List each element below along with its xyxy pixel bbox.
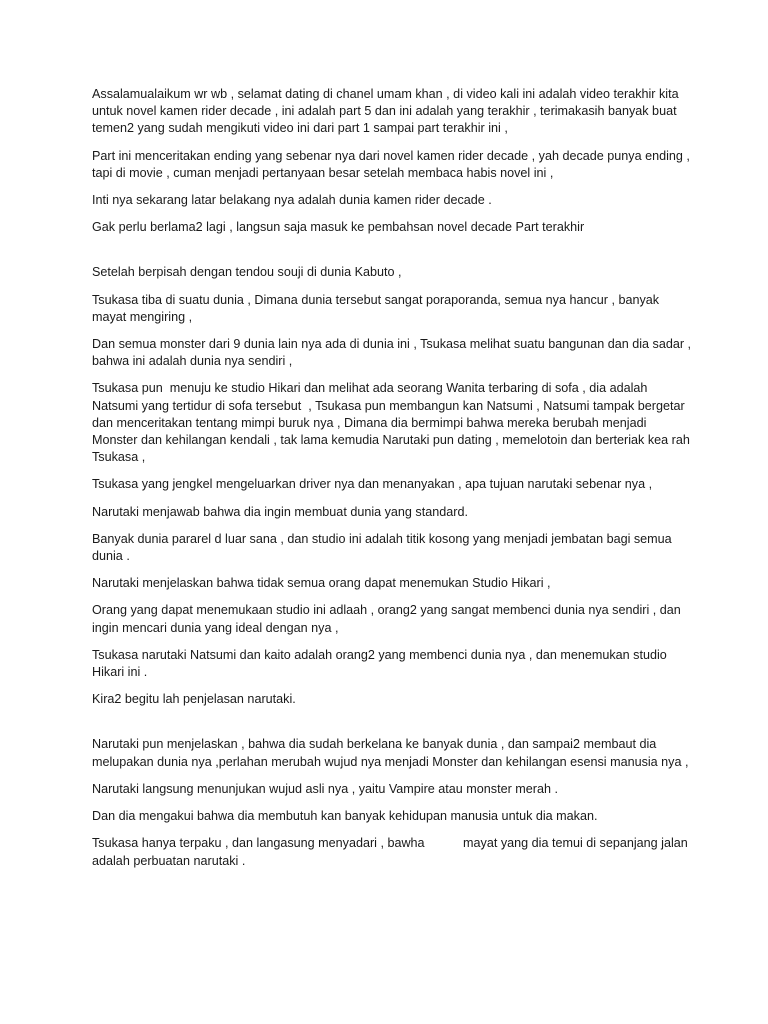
paragraph-11: Banyak dunia pararel d luar sana , dan studio ini adalah titik kosong yang menjadi jembatan bagi semua dunia . <box>92 531 676 564</box>
paragraph-6: Tsukasa tiba di suatu dunia , Dimana dunia tersebut sangat poraporanda, semua nya hancur , banyak mayat mengiring , <box>92 292 663 324</box>
paragraph-3: Inti nya sekarang latar belakang nya adalah dunia kamen rider decade . <box>92 193 492 208</box>
paragraph-18: Dan dia mengakui bahwa dia membutuh kan banyak kehidupan manusia untuk dia makan. <box>92 809 598 824</box>
section-spacer <box>92 718 692 736</box>
paragraph-5: Setelah berpisah dengan tendou souji di dunia Kabuto , <box>92 265 402 280</box>
section-spacer <box>92 246 692 264</box>
paragraph-14: Tsukasa narutaki Natsumi dan kaito adalah orang2 yang membenci dunia nya , dan menemukan studio Hikari ini . <box>92 647 671 680</box>
paragraph-2: Part ini menceritakan ending yang sebenar nya dari novel kamen rider decade , yah decade punya ending , tapi di movie , cuman menjadi pertanyaan besar setelah membaca habis novel ini , <box>92 148 694 180</box>
paragraph-8: Tsukasa pun menuju ke studio Hikari dan melihat ada seorang Wanita terbaring di sofa , dia adalah Natsumi yang tertidur di sofa tersebut , Tsukasa pun membangun kan Natsumi , Natsumi tampak bergetar dan menceritakan tentang mimpi buruk nya , Dimana dia bermimpi bahwa mereka berubah menjadi Monster dan kehilangan kendali , tak lama kemudia Narutaki pun dating , memelotoin dan berteriak kea rah Tsukasa , <box>92 381 694 465</box>
paragraph-16: Narutaki pun menjelaskan , bahwa dia sudah berkelana ke banyak dunia , dan sampai2 membaut dia melupakan dunia nya ,perlahan merubah wujud nya menjadi Monster dan kehilangan esensi manusia nya , <box>92 737 689 769</box>
paragraph-17: Narutaki langsung menunjukan wujud asli nya , yaitu Vampire atau monster merah . <box>92 781 558 796</box>
paragraph-15: Kira2 begitu lah penjelasan narutaki. <box>92 692 296 707</box>
paragraph-9: Tsukasa yang jengkel mengeluarkan driver nya dan menanyakan , apa tujuan narutaki sebenar nya , <box>92 477 653 492</box>
paragraph-19: Tsukasa hanya terpaku , dan langasung menyadari , bawha mayat yang dia temui di sepanjang jalan adalah perbuatan narutaki . <box>92 836 692 868</box>
paragraph-13: Orang yang dapat menemukaan studio ini adlaah , orang2 yang sangat membenci dunia nya sendiri , dan ingin mencari dunia yang ideal dengan nya , <box>92 603 685 635</box>
paragraph-1: Assalamualaikum wr wb , selamat dating di chanel umam khan , di video kali ini adalah video terakhir kita untuk novel kamen rider decade , ini adalah part 5 dan ini adalah yang terakhir , terimakasih banyak buat temen2 yang sudah mengikuti video ini dari part 1 sampai part terakhir ini , <box>92 87 683 136</box>
paragraph-12: Narutaki menjelaskan bahwa tidak semua orang dapat menemukan Studio Hikari , <box>92 576 551 591</box>
paragraph-10: Narutaki menjawab bahwa dia ingin membuat dunia yang standard. <box>92 504 468 519</box>
paragraph-4: Gak perlu berlama2 lagi , langsun saja masuk ke pembahsan novel decade Part terakhir <box>92 220 585 235</box>
document-body <box>92 86 695 880</box>
paragraph-7: Dan semua monster dari 9 dunia lain nya ada di dunia ini , Tsukasa melihat suatu bangunan dan dia sadar , bahwa ini adalah dunia nya sendiri , <box>92 337 695 369</box>
